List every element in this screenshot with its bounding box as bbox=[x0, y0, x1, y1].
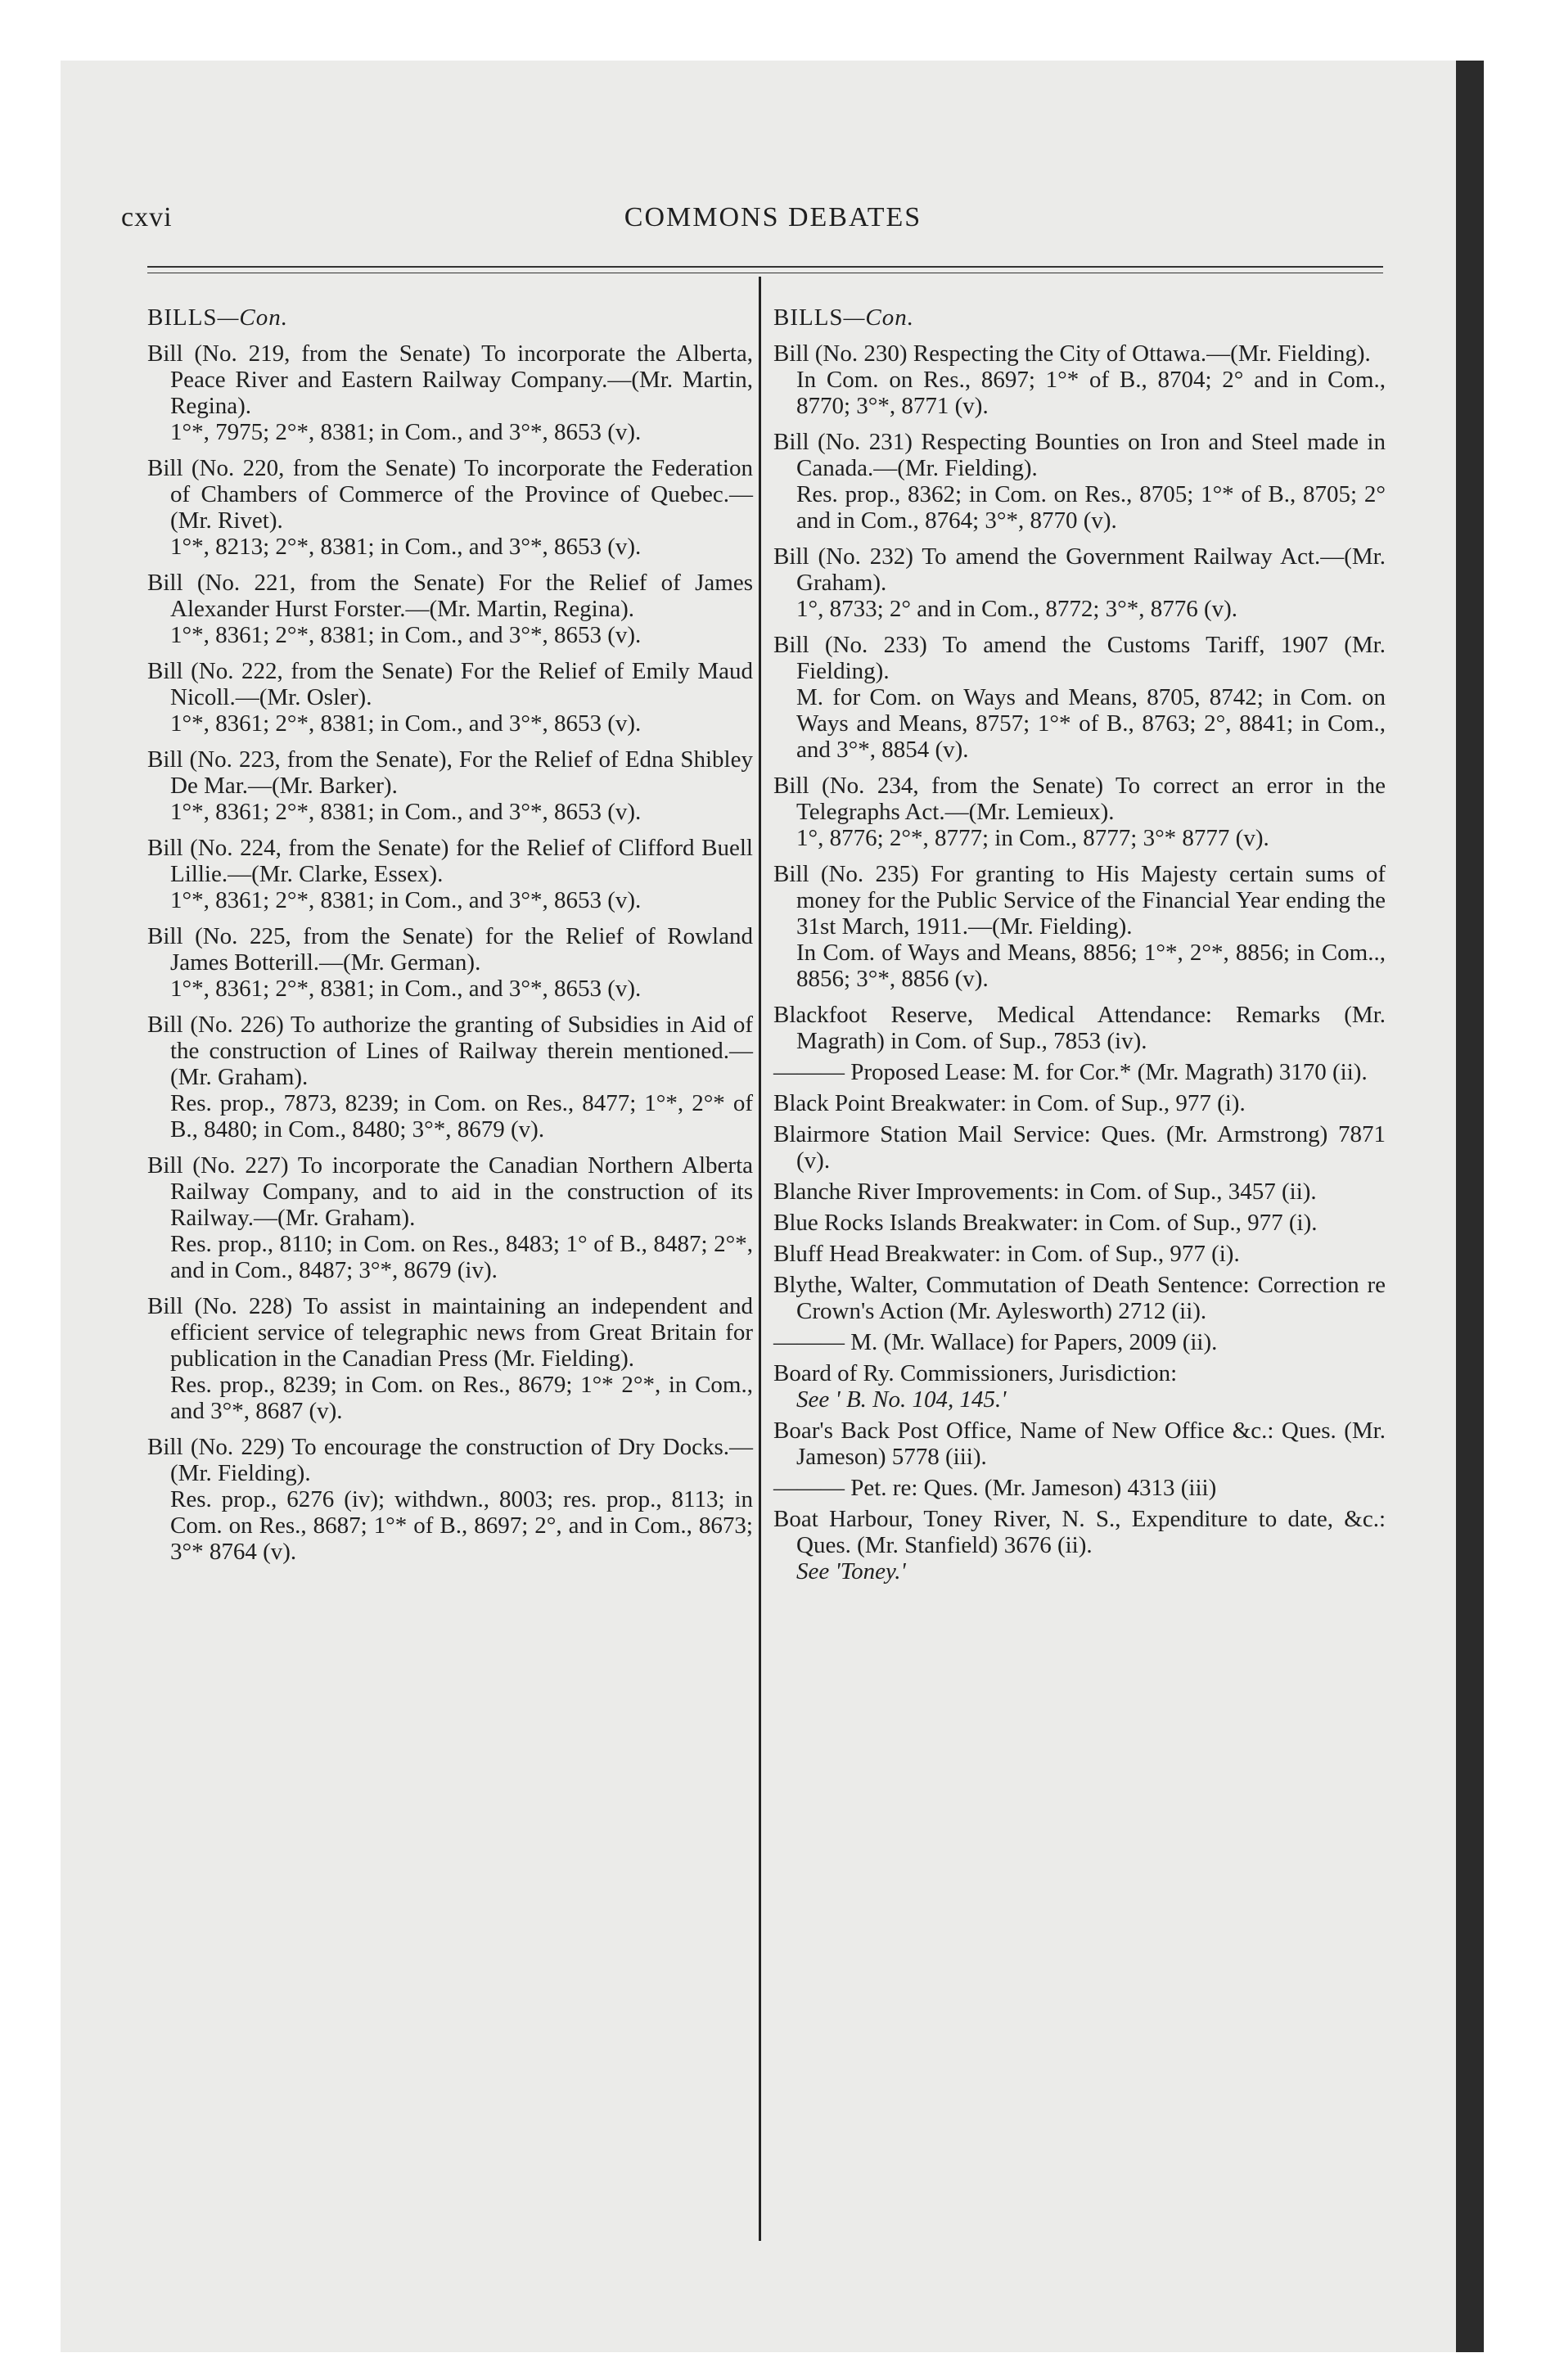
index-entry bbox=[773, 1002, 1386, 1054]
right-column bbox=[773, 304, 1386, 1589]
right-index-list bbox=[773, 1002, 1386, 1584]
bill-title: Bill (No. 228) To assist in maintaining an independent and efficient service of telegraphic news from Great Britain for publication in the Canadian Press (Mr. Fielding). bbox=[147, 1293, 753, 1372]
bill-title: Bill (No. 224, from the Senate) for the Relief of Clifford Buell Lillie.—(Mr. Clarke, Essex). bbox=[147, 835, 753, 887]
index-entry-text: Black Point Breakwater: in Com. of Sup., 977 (i). bbox=[773, 1090, 1246, 1116]
index-entry-text: ——— Proposed Lease: M. for Cor.* (Mr. Magrath) 3170 (ii). bbox=[773, 1059, 1368, 1085]
bill-references: 1°*, 8361; 2°*, 8381; in Com., and 3°*, 8653 (v). bbox=[170, 799, 642, 825]
bill-references: 1°*, 8361; 2°*, 8381; in Com., and 3°*, 8653 (v). bbox=[170, 622, 642, 648]
bill-references: In Com. on Res., 8697; 1°* of B., 8704; 2° and in Com., 8770; 3°*, 8771 (v). bbox=[796, 367, 1386, 419]
index-entry bbox=[773, 1506, 1386, 1584]
index-entry-text: Blackfoot Reserve, Medical Attendance: Remarks (Mr. Magrath) in Com. of Sup., 7853 (iv). bbox=[773, 1002, 1386, 1054]
bill-entry bbox=[773, 429, 1386, 534]
bill-entry bbox=[147, 1434, 753, 1565]
index-entry bbox=[773, 1210, 1386, 1236]
bill-entry bbox=[147, 1012, 753, 1143]
bill-title: Bill (No. 226) To authorize the granting of Subsidies in Aid of the construction of Lines of Railway therein mentioned.—(Mr. Graham). bbox=[147, 1012, 753, 1090]
bill-entry bbox=[147, 1152, 753, 1283]
bill-references: M. for Com. on Ways and Means, 8705, 8742; in Com. on Ways and Means, 8757; 1°* of B., 8763; 2°, 8841; in Com., and 3°*, 8854 (v). bbox=[796, 684, 1386, 763]
bill-title: Bill (No. 227) To incorporate the Canadian Northern Alberta Railway Company, and to aid in the construction of its Railway.—(Mr. Graham). bbox=[147, 1152, 753, 1231]
bill-title: Bill (No. 232) To amend the Government Railway Act.—(Mr. Graham). bbox=[773, 543, 1386, 596]
bill-title: Bill (No. 234, from the Senate) To correct an error in the Telegraphs Act.—(Mr. Lemieux). bbox=[773, 773, 1386, 825]
index-entry bbox=[773, 1179, 1386, 1205]
section-heading bbox=[147, 304, 753, 331]
index-entry-text: Boat Harbour, Toney River, N. S., Expenditure to date, &c.: Ques. (Mr. Stanfield) 3676 (ii). bbox=[773, 1506, 1386, 1558]
index-entry bbox=[773, 1059, 1386, 1085]
bill-references: 1°*, 8361; 2°*, 8381; in Com., and 3°*, 8653 (v). bbox=[170, 887, 642, 913]
bill-references: 1°*, 8361; 2°*, 8381; in Com., and 3°*, 8653 (v). bbox=[170, 976, 642, 1002]
page-folio: cxvi bbox=[121, 202, 173, 232]
left-entry-list bbox=[147, 340, 753, 1565]
bill-references: In Com. of Ways and Means, 8856; 1°*, 2°*, 8856; in Com.., 8856; 3°*, 8856 (v). bbox=[796, 940, 1386, 992]
bill-entry bbox=[147, 835, 753, 913]
index-entry-text: Boar's Back Post Office, Name of New Office &c.: Ques. (Mr. Jameson) 5778 (iii). bbox=[773, 1418, 1386, 1470]
bill-entry bbox=[147, 746, 753, 825]
section-heading-text: BILLS bbox=[773, 304, 844, 331]
bill-title: Bill (No. 220, from the Senate) To incorporate the Federation of Chambers of Commerce of the Province of Quebec.—(Mr. Rivet). bbox=[147, 455, 753, 534]
bill-entry bbox=[147, 455, 753, 560]
bill-entry bbox=[773, 340, 1386, 419]
left-column bbox=[147, 304, 753, 1575]
bill-title: Bill (No. 229) To encourage the construction of Dry Docks.—(Mr. Fielding). bbox=[147, 1434, 753, 1486]
bill-references: Res. prop., 7873, 8239; in Com. on Res., 8477; 1°*, 2°* of B., 8480; in Com., 8480; 3°*, 8679 (v). bbox=[170, 1090, 753, 1143]
index-entry bbox=[773, 1360, 1386, 1413]
header-rule bbox=[147, 266, 1383, 268]
bill-references: Res. prop., 8110; in Com. on Res., 8483; 1° of B., 8487; 2°*, and in Com., 8487; 3°*, 8679 (iv). bbox=[170, 1231, 753, 1283]
bill-entry bbox=[147, 658, 753, 737]
index-entry-text: Blue Rocks Islands Breakwater: in Com. of Sup., 977 (i). bbox=[773, 1210, 1318, 1236]
bill-entry bbox=[147, 570, 753, 648]
index-entry-text: Blanche River Improvements: in Com. of Sup., 3457 (ii). bbox=[773, 1179, 1317, 1205]
index-entry-text: ——— M. (Mr. Wallace) for Papers, 2009 (ii). bbox=[773, 1329, 1218, 1355]
section-heading-text: BILLS bbox=[147, 304, 218, 331]
section-heading-suffix: —Con. bbox=[843, 304, 914, 331]
bill-references: Res. prop., 8239; in Com. on Res., 8679; 1°* 2°*, in Com., and 3°*, 8687 (v). bbox=[170, 1372, 753, 1424]
bill-title: Bill (No. 221, from the Senate) For the Relief of James Alexander Hurst Forster.—(Mr. Martin, Regina). bbox=[147, 570, 753, 622]
column-divider bbox=[759, 277, 761, 2241]
bill-title: Bill (No. 235) For granting to His Majesty certain sums of money for the Public Service of the Financial Year ending the 31st March, 1911.—(Mr. Fielding). bbox=[773, 861, 1386, 940]
bill-entry bbox=[147, 923, 753, 1002]
see-reference: See 'Toney.' bbox=[796, 1558, 906, 1584]
bill-references: Res. prop., 8362; in Com. on Res., 8705; 1°* of B., 8705; 2° and in Com., 8764; 3°*, 8770 (v). bbox=[796, 481, 1386, 534]
index-entry-text: Board of Ry. Commissioners, Jurisdiction: bbox=[773, 1360, 1178, 1386]
bill-entry bbox=[773, 632, 1386, 763]
bill-title: Bill (No. 223, from the Senate), For the Relief of Edna Shibley De Mar.—(Mr. Barker). bbox=[147, 746, 753, 799]
see-reference: See ' B. No. 104, 145.' bbox=[796, 1386, 1007, 1413]
bill-title: Bill (No. 233) To amend the Customs Tariff, 1907 (Mr. Fielding). bbox=[773, 632, 1386, 684]
right-entry-list bbox=[773, 340, 1386, 992]
index-entry-text: Blairmore Station Mail Service: Ques. (Mr. Armstrong) 7871 (v). bbox=[773, 1121, 1386, 1174]
page-edge-shadow bbox=[1456, 61, 1484, 2352]
index-entry bbox=[773, 1418, 1386, 1470]
bill-entry bbox=[147, 1293, 753, 1424]
section-heading-suffix: —Con. bbox=[217, 304, 288, 331]
bill-entry bbox=[147, 340, 753, 445]
index-entry-text: Blythe, Walter, Commutation of Death Sentence: Correction re Crown's Action (Mr. Aylesworth) 2712 (ii). bbox=[773, 1272, 1386, 1324]
bill-title: Bill (No. 222, from the Senate) For the Relief of Emily Maud Nicoll.—(Mr. Osler). bbox=[147, 658, 753, 710]
index-entry bbox=[773, 1121, 1386, 1174]
bill-title: Bill (No. 231) Respecting Bounties on Iron and Steel made in Canada.—(Mr. Fielding). bbox=[773, 429, 1386, 481]
index-entry-text: ——— Pet. re: Ques. (Mr. Jameson) 4313 (iii) bbox=[773, 1475, 1217, 1501]
index-entry bbox=[773, 1090, 1386, 1116]
bill-references: 1°, 8733; 2° and in Com., 8772; 3°*, 8776 (v). bbox=[796, 596, 1238, 622]
bill-title: Bill (No. 225, from the Senate) for the Relief of Rowland James Botterill.—(Mr. German). bbox=[147, 923, 753, 976]
bill-entry bbox=[773, 773, 1386, 851]
bill-entry bbox=[773, 861, 1386, 992]
index-entry bbox=[773, 1241, 1386, 1267]
index-entry bbox=[773, 1272, 1386, 1324]
bill-references: Res. prop., 6276 (iv); withdwn., 8003; res. prop., 8113; in Com. on Res., 8687; 1°* of B., 8697; 2°, and in Com., 8673; 3°* 8764 (v). bbox=[170, 1486, 753, 1565]
bill-references: 1°*, 8213; 2°*, 8381; in Com., and 3°*, 8653 (v). bbox=[170, 534, 642, 560]
bill-title: Bill (No. 230) Respecting the City of Ottawa.—(Mr. Fielding). bbox=[773, 340, 1371, 367]
bill-entry bbox=[773, 543, 1386, 622]
bill-references: 1°, 8776; 2°*, 8777; in Com., 8777; 3°* 8777 (v). bbox=[796, 825, 1269, 851]
index-entry-text: Bluff Head Breakwater: in Com. of Sup., 977 (i). bbox=[773, 1241, 1240, 1267]
index-entry bbox=[773, 1329, 1386, 1355]
running-head: COMMONS DEBATES bbox=[624, 202, 922, 232]
index-entry bbox=[773, 1475, 1386, 1501]
bill-references: 1°*, 7975; 2°*, 8381; in Com., and 3°*, 8653 (v). bbox=[170, 419, 642, 445]
section-heading bbox=[773, 304, 1386, 331]
bill-title: Bill (No. 219, from the Senate) To incorporate the Alberta, Peace River and Eastern Railway Company.—(Mr. Martin, Regina). bbox=[147, 340, 753, 419]
bill-references: 1°*, 8361; 2°*, 8381; in Com., and 3°*, 8653 (v). bbox=[170, 710, 642, 737]
